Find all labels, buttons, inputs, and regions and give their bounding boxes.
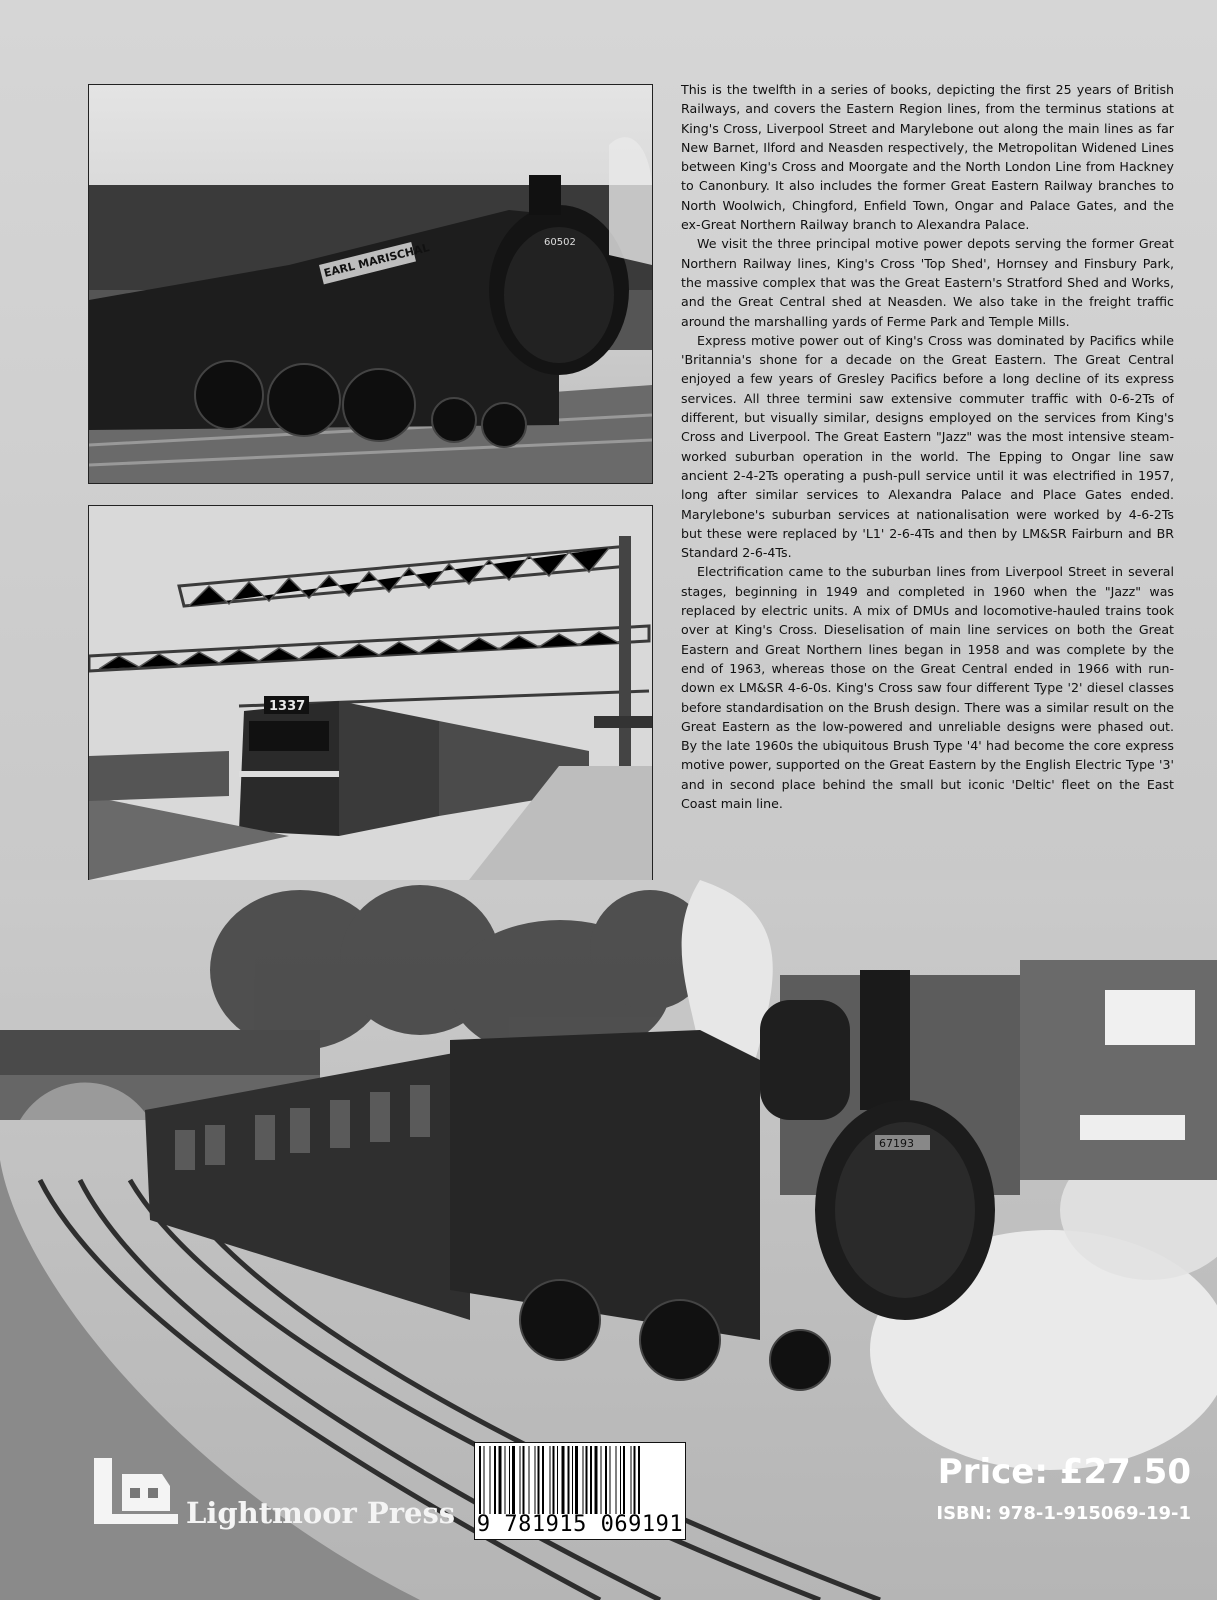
photo-steam-pacific-image (89, 85, 652, 483)
price-label: Price: £27.50 (937, 1452, 1191, 1492)
headcode-text: 1337 (269, 699, 306, 714)
isbn-barcode (474, 1442, 686, 1540)
barcode-digits: 9 781915 069191 (476, 1512, 684, 1537)
isbn-label: ISBN: 978-1-915069-19-1 (936, 1503, 1191, 1524)
photo-steam-pacific (88, 84, 653, 484)
description-paragraph-4: Electrification came to the suburban lines from Liverpool Street in several stages, beginning in 1949 and completed in 1960 when the "Jazz" was replaced by electric units. A mix of DMUs and locomotive-hauled trains took over at King's Cross. Dieselisation of main line services on both the Great Eastern and Great Northern lines began in 1958 and was complete by the end of 1963, whereas those on the Great Central ended in 1966 with run-down ex LM&SR 4-6-0s. King's Cross saw four different Type '2' diesel classes before standardisation on the Brush design. There was a similar result on the Great Eastern as the low-powered and unreliable designs were phased out. By the late 1960s the ubiquitous Brush Type '4' had become the core express motive power, supported on the Great Eastern by the English Electric Type '3' and in second place behind the small but iconic 'Deltic' fleet on the East Coast main line. (681, 564, 1174, 811)
smokebox-number-text: 67193 (879, 1137, 914, 1150)
loco-number-text: 60502 (544, 237, 576, 248)
description-paragraph-1: This is the twelfth in a series of books, depicting the first 25 years of British Railways, and covers the Eastern Region lines, from the terminus stations at King's Cross, Liverpool Street and Marylebone out along the main lines as far New Barnet, Ilford and Neasden respectively, the Metropolitan Widened Lines between King's Cross and Moorgate and the North London Line from Hackney to Canonbury. It also includes the former Great Eastern Railway branches to North Woolwich, Chingford, Enfield Town, Ongar and Palace Gates, and the ex-Great Northern Railway branch to Alexandra Palace. (681, 82, 1174, 233)
barcode-bars (479, 1446, 680, 1514)
description-paragraph-2: We visit the three principal motive power depots serving the former Great Northern Railway lines, King's Cross 'Top Shed', Hornsey and Finsbury Park, the massive complex that was the Great Eastern's Stratford Shed and Works, and the Great Central shed at Neasden. We also take in the freight traffic around the marshalling yards of Ferme Park and Temple Mills. (681, 236, 1174, 329)
description-paragraph-3: Express motive power out of King's Cross was dominated by Pacifics while 'Britannia's shone for a decade on the Great Eastern. The Great Central enjoyed a few years of Gresley Pacifics before a long decline of its express services. All three termini saw extensive commuter traffic with 0-6-2Ts of different, but visually similar, designs employed on the services from King's Cross and Liverpool. The Great Eastern "Jazz" was the most intensive steam-worked suburban operation in the world. The Epping to Ongar line saw ancient 2-4-2Ts operating a push-pull service until it was electrified in 1957, long after similar services to Alexandra Palace and Place Gates ended. Marylebone's suburban services at nationalisation were worked by 4-6-2Ts but these were replaced by 'L1' 2-6-4Ts and then by LM&SR Fairburn and BR Standard 2-6-4Ts. (681, 332, 1174, 561)
back-cover-description (681, 80, 1174, 813)
photo-diesel-electrification (88, 505, 653, 881)
publisher-name: Lightmoor Press (186, 1496, 456, 1530)
photo-diesel-electrification-image (89, 506, 652, 880)
nameplate-text: EARL MARISCHAL (322, 241, 431, 280)
